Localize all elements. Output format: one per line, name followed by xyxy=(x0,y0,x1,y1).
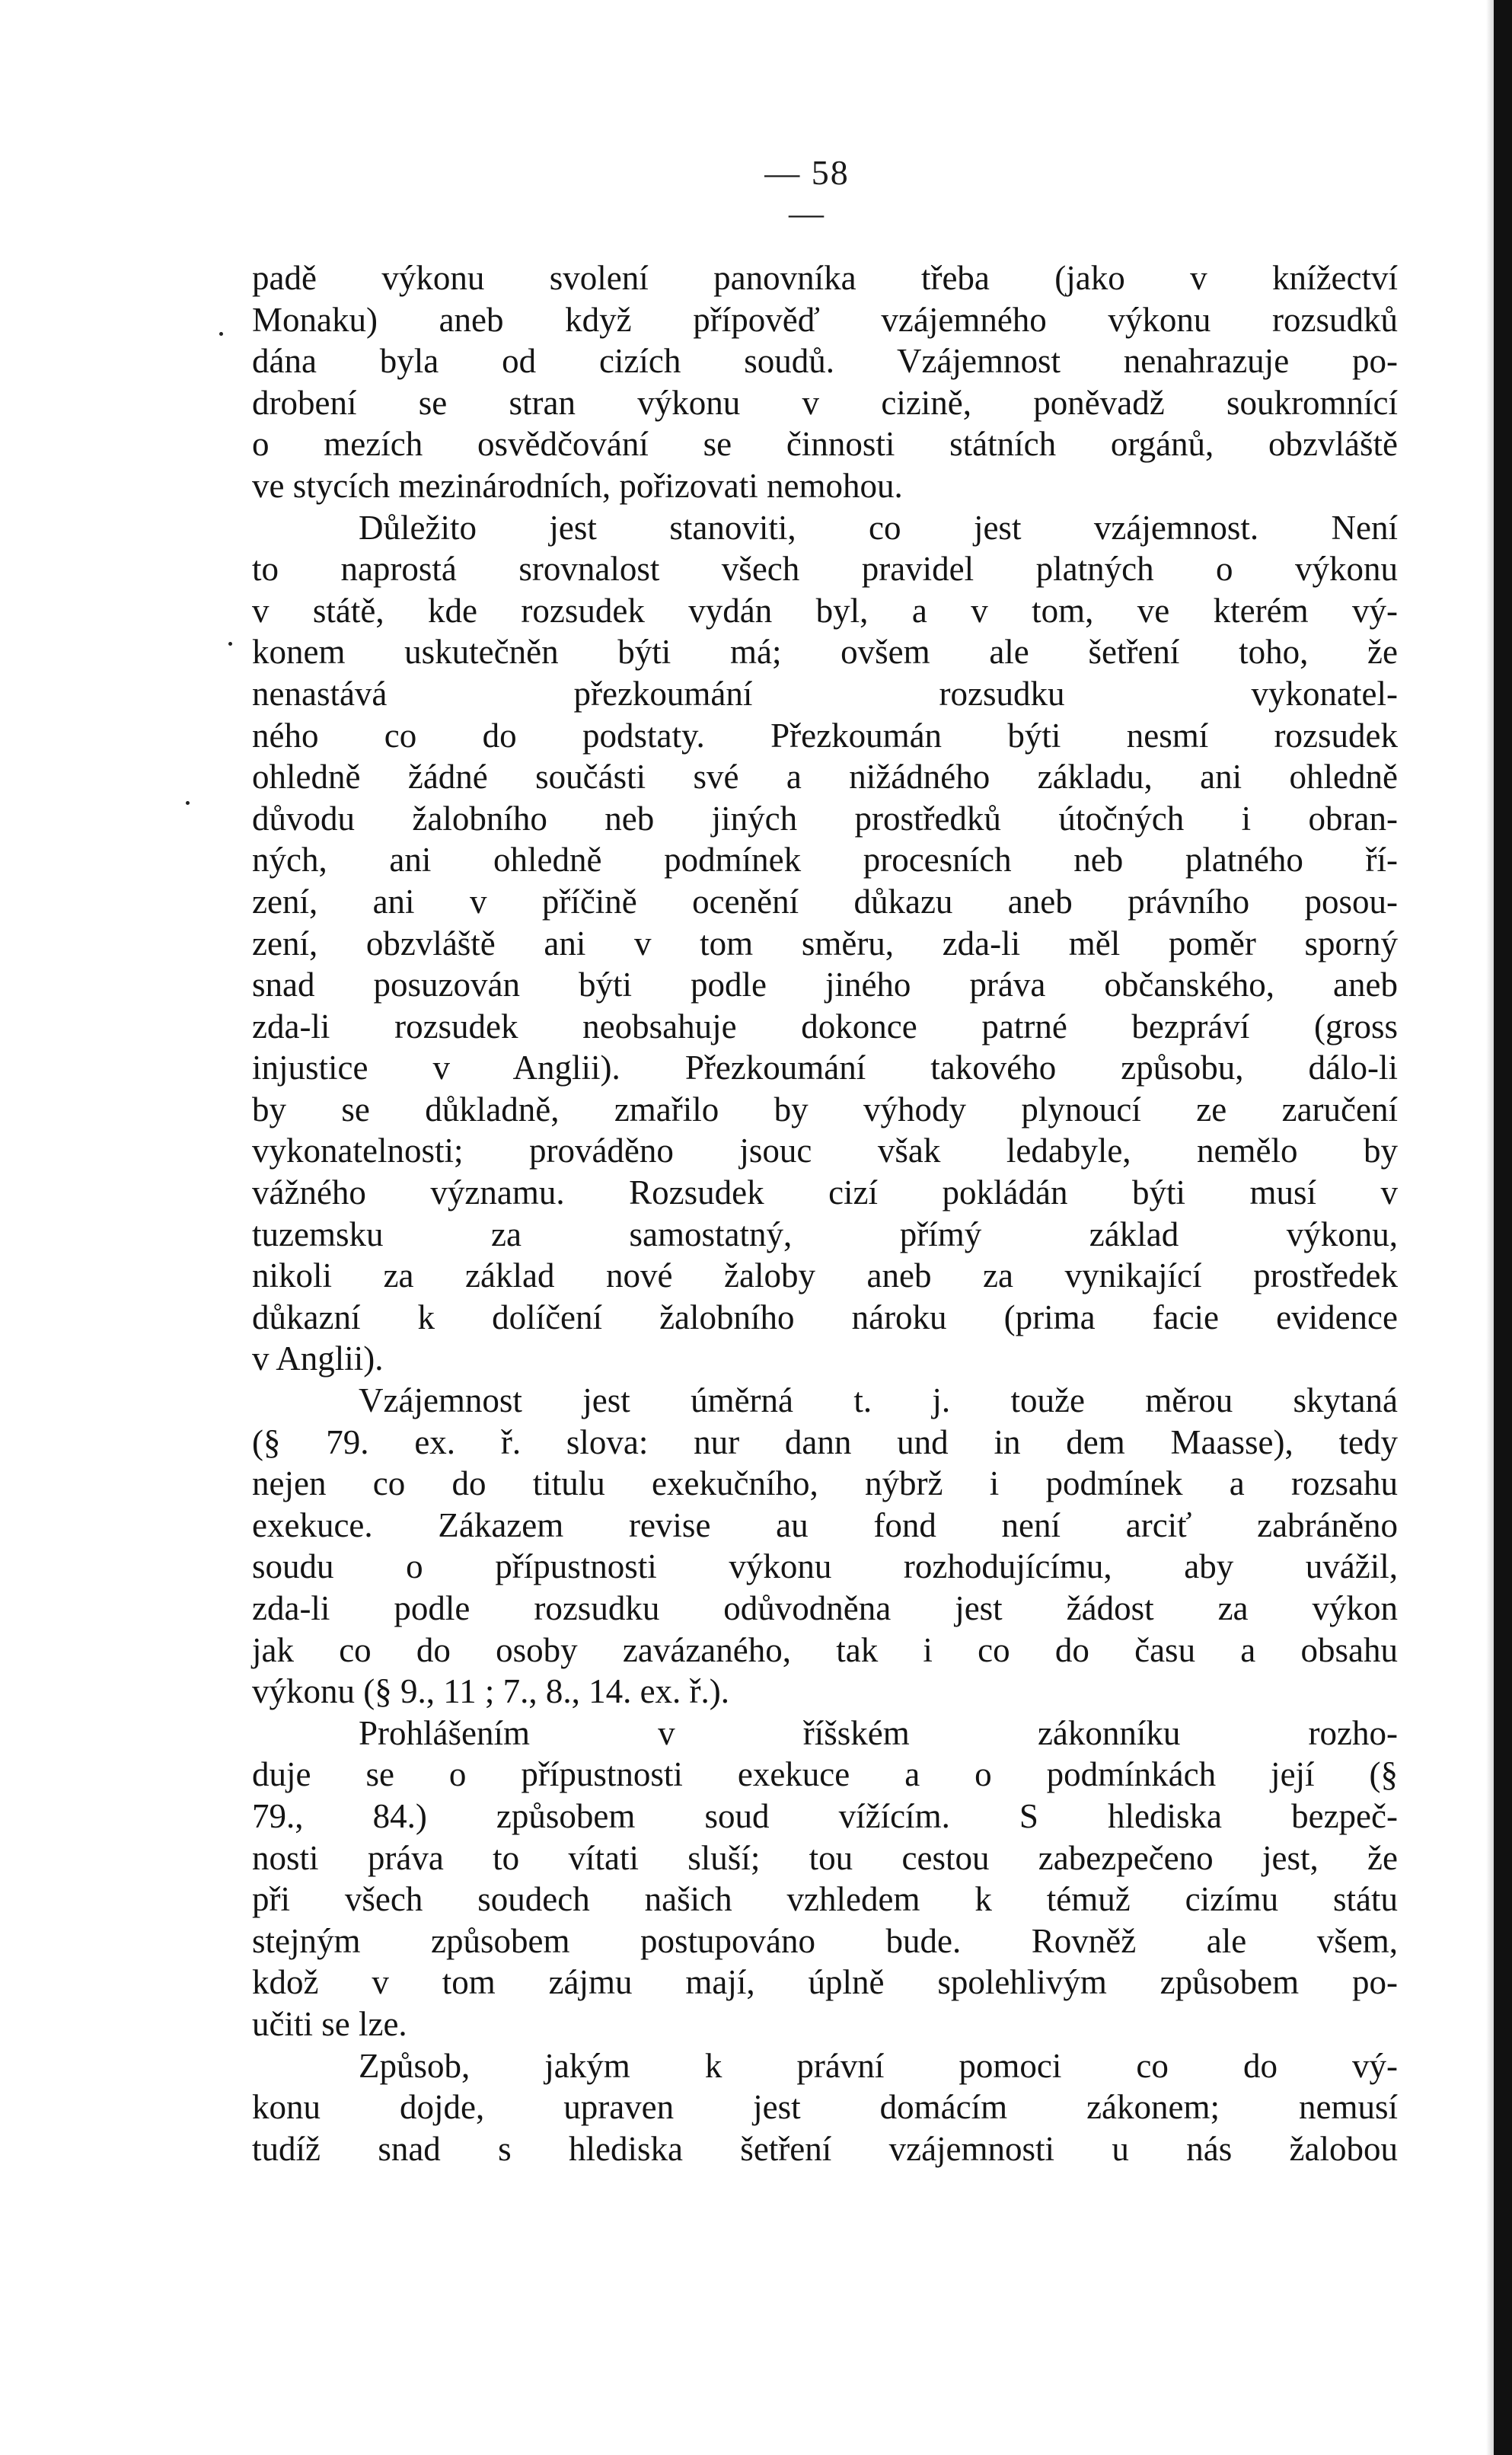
text-line: by se důkladně, zmařilo by výhody plynoucí ze zaručení xyxy=(252,1090,1398,1129)
text-line: 79., 84.) způsobem soud vížícím. S hlediska bezpeč- xyxy=(252,1796,1398,1835)
text-line: (§ 79. ex. ř. slova: nur dann und in dem Maasse), tedy xyxy=(252,1422,1398,1461)
text-line: Důležito jest stanoviti, co jest vzájemnost. Není xyxy=(359,508,1398,547)
text-line: o mezích osvědčování se činnosti státních orgánů, obzvláště xyxy=(252,425,1398,464)
text-line: zda-li rozsudek neobsahuje dokonce patrné bezpráví (gross xyxy=(252,1007,1398,1046)
text-line: v státě, kde rozsudek vydán byl, a v tom, ve kterém vý- xyxy=(252,591,1398,630)
text-line: Monaku) aneb když přípověď vzájemného výkonu rozsudků xyxy=(252,300,1398,339)
text-line: to naprostá srovnalost všech pravidel platných o výkonu xyxy=(252,550,1398,589)
text-line: injustice v Anglii). Přezkoumání takového způsobu, dálo-li xyxy=(252,1049,1398,1087)
page-number: — 58 — xyxy=(764,153,850,232)
text-line: Způsob, jakým k právní pomoci co do vý- xyxy=(359,2046,1398,2085)
text-line: učiti se lze. xyxy=(252,2004,407,2043)
text-line: stejným způsobem postupováno bude. Rovněž ale všem, xyxy=(252,1921,1398,1960)
text-line: zení, ani v příčině ocenění důkazu aneb právního posou- xyxy=(252,882,1398,921)
text-line: exekuce. Zákazem revise au fond není arciť zabráněno xyxy=(252,1505,1398,1544)
text-line: vykonatelnosti; prováděno jsouc však ledabyle, nemělo by xyxy=(252,1132,1398,1170)
text-line: tudíž snad s hlediska šetření vzájemnosti u nás žalobou xyxy=(252,2129,1398,2168)
scan-edge-shadow xyxy=(1486,0,1494,2455)
text-line: důvodu žalobního neb jiných prostředků útočných i obran- xyxy=(252,799,1398,838)
text-line: Vzájemnost jest úměrná t. j. touže měrou skytaná xyxy=(359,1381,1398,1420)
text-line: ných, ani ohledně podmínek procesních neb platného ří- xyxy=(252,841,1398,880)
text-line: vážného významu. Rozsudek cizí pokládán býti musí v xyxy=(252,1173,1398,1212)
body-text xyxy=(252,257,1398,2169)
text-line: ve stycích mezinárodních, pořizovati nemohou. xyxy=(252,466,903,505)
text-line: jak co do osoby zavázaného, tak i co do času a obsahu xyxy=(252,1630,1398,1669)
text-line: ného co do podstaty. Přezkoumán býti nesmí rozsudek xyxy=(252,716,1398,755)
scan-speck xyxy=(186,801,190,805)
text-line: soudu o přípustnosti výkonu rozhodujícímu, aby uvážil, xyxy=(252,1547,1398,1586)
text-line: důkazní k dolíčení žalobního nároku (prima facie evidence xyxy=(252,1298,1398,1336)
text-line: dána byla od cizích soudů. Vzájemnost nenahrazuje po- xyxy=(252,342,1398,381)
text-line: padě výkonu svolení panovníka třeba (jako v knížectví xyxy=(252,259,1398,297)
text-line: zda-li podle rozsudku odůvodněna jest žádost za výkon xyxy=(252,1589,1398,1627)
text-line: zení, obzvláště ani v tom směru, zda-li měl poměr sporný xyxy=(252,924,1398,963)
text-line: při všech soudech našich vzhledem k témuž cizímu státu xyxy=(252,1880,1398,1919)
text-line: kdož v tom zájmu mají, úplně spolehlivým způsobem po- xyxy=(252,1963,1398,2002)
text-line: nenastává přezkoumání rozsudku vykonatel- xyxy=(252,674,1398,713)
scan-speck xyxy=(219,332,223,336)
text-line: drobení se stran výkonu v cizině, poněvadž soukromnící xyxy=(252,383,1398,422)
text-line: ohledně žádné součásti své a nižádného základu, ani ohledně xyxy=(252,758,1398,797)
text-line: konem uskutečněn býti má; ovšem ale šetření toho, že xyxy=(252,633,1398,672)
scan-edge xyxy=(1494,0,1512,2455)
text-line: snad posuzován býti podle jiného práva občanského, aneb xyxy=(252,966,1398,1004)
text-line: duje se o přípustnosti exekuce a o podmínkách její (§ xyxy=(252,1755,1398,1794)
text-line: výkonu (§ 9., 11 ; 7., 8., 14. ex. ř.). xyxy=(252,1672,730,1711)
text-line: nikoli za základ nové žaloby aneb za vynikající prostředek xyxy=(252,1256,1398,1295)
text-line: Prohlášením v říšském zákonníku rozho- xyxy=(359,1713,1398,1752)
text-line: nosti práva to vítati sluší; tou cestou zabezpečeno jest, že xyxy=(252,1838,1398,1877)
text-line: tuzemsku za samostatný, přímý základ výkonu, xyxy=(252,1215,1398,1253)
text-line: v Anglii). xyxy=(252,1339,384,1378)
text-line: nejen co do titulu exekučního, nýbrž i podmínek a rozsahu xyxy=(252,1464,1398,1503)
text-line: konu dojde, upraven jest domácím zákonem; nemusí xyxy=(252,2088,1398,2127)
scan-speck xyxy=(228,642,232,646)
